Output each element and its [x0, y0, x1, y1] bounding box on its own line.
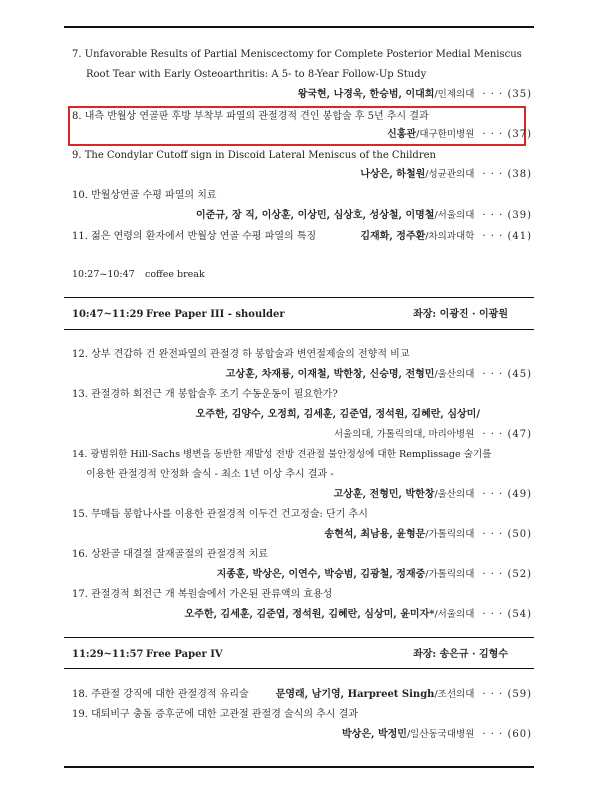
item-7-authors: 왕국현, 나경욱, 한승범, 이대희 — [297, 89, 435, 100]
top-rule — [64, 26, 534, 28]
session-4-time: 11:29~11:57 — [72, 649, 144, 660]
item-14-affiliation: /울산의대 — [434, 489, 475, 500]
item-18-page: · · · (59) — [482, 689, 532, 700]
session-3-time: 10:47~11:29 — [72, 309, 144, 320]
session-4-name: Free Paper IV — [146, 649, 223, 660]
item-10-byline — [196, 209, 532, 223]
item-7-page: · · · (35) — [482, 89, 532, 100]
session-4-rule-top — [64, 637, 534, 638]
item-14-title-line1: 14. 광범위한 Hill-Sachs 병변을 동반한 재발성 전방 견관절 불안정성에 대한 Remplissage 술기를 — [72, 449, 492, 460]
item-19-page: · · · (60) — [482, 729, 532, 740]
item-7-title-line1: 7. Unfavorable Results of Partial Meniscectomy for Complete Posterior Medial Meniscus — [72, 49, 522, 60]
item-17-affiliation: /서울의대 — [434, 609, 475, 620]
item-9-authors: 나상은, 하철원 — [360, 169, 426, 180]
item-15-title: 15. 무매듭 봉합나사를 이용한 관절경적 이두건 건고정술: 단기 추시 — [72, 509, 368, 520]
item-19-affiliation: /일산동국대병원 — [406, 729, 475, 740]
item-18-affiliation: /조선의대 — [434, 689, 475, 700]
session-3-rule-top — [64, 297, 534, 298]
item-17-title: 17. 관절경적 회전근 개 복원술에서 가온된 관류액의 효용성 — [72, 589, 333, 600]
coffee-break-time: 10:27~10:47 — [72, 269, 135, 280]
item-11-affiliation: /차의과대학 — [425, 231, 475, 242]
session-3-rule-bottom — [64, 329, 534, 330]
item-16-authors: 지종훈, 박상은, 이연수, 박승범, 김광철, 정재중 — [216, 569, 426, 580]
item-13-affiliation: 서울의대, 가톨릭의대, 마리아병원 — [333, 429, 475, 440]
item-9-byline — [360, 168, 532, 182]
item-11-page: · · · (41) — [482, 231, 532, 242]
item-12-affiliation: /울산의대 — [434, 369, 475, 380]
item-12-authors: 고상훈, 차재룡, 이재철, 박한창, 신승명, 전형민 — [225, 369, 435, 380]
item-10-page: · · · (39) — [482, 210, 532, 221]
bottom-rule — [64, 766, 534, 768]
item-14-title-line2: 이용한 관절경적 안정화 술식 - 최소 1년 이상 추시 결과 - — [86, 469, 334, 480]
item-9-page: · · · (38) — [482, 169, 532, 180]
item-14-byline — [334, 488, 532, 502]
item-16-title: 16. 상완골 대결절 잘재골절의 관절경적 치료 — [72, 549, 269, 560]
item-16-page: · · · (52) — [482, 569, 532, 580]
item-18-title: 18. 주관절 강직에 대한 관절경적 유리술 — [72, 689, 249, 700]
item-10-affiliation: /서울의대 — [434, 210, 475, 221]
item-17-page: · · · (54) — [482, 609, 532, 620]
item-16-affiliation: /가톨릭의대 — [425, 569, 475, 580]
item-13-byline2 — [334, 428, 532, 442]
item-8-byline — [387, 128, 532, 142]
item-12-byline — [226, 368, 532, 382]
item-12-page: · · · (45) — [482, 369, 532, 380]
item-13-authors: 오주한, 김양수, 오정희, 김세훈, 김준엽, 정석원, 김혜란, 심상미/ — [195, 409, 480, 420]
coffee-break-label: coffee break — [145, 269, 205, 280]
item-10-title: 10. 반월상연골 수평 파열의 치료 — [72, 190, 217, 201]
item-9-title: 9. The Condylar Cutoff sign in Discoid Lateral Meniscus of the Children — [72, 150, 436, 161]
item-17-authors: 오주한, 김세훈, 김준엽, 정석원, 김혜란, 심상미, 윤미자* — [184, 609, 435, 620]
item-8-page: · · · (37) — [482, 129, 532, 140]
item-13-page: · · · (47) — [482, 429, 532, 440]
session-4-chair: 좌장: 송은규 · 김형수 — [413, 649, 508, 660]
session-4-rule-bottom — [64, 668, 534, 669]
item-8-title: 8. 내측 반월상 연골판 후방 부착부 파열의 관절경적 견인 봉합술 후 5년 추시 결과 — [72, 111, 429, 122]
item-18-authors: 문영래, 남기영, Harpreet Singh — [275, 689, 435, 700]
item-7-affiliation: /인제의대 — [434, 89, 475, 100]
item-19-authors: 박상은, 박정민 — [342, 729, 407, 740]
item-14-page: · · · (49) — [482, 489, 532, 500]
item-15-affiliation: /가톨릭의대 — [425, 529, 475, 540]
item-7-title-line2: Root Tear with Early Osteoarthritis: A 5- to 8-Year Follow-Up Study — [86, 69, 427, 80]
item-15-byline — [324, 528, 532, 542]
item-19-byline — [342, 728, 532, 742]
item-8-authors: 신홍관 — [387, 129, 417, 140]
item-11-authors: 김재화, 정주환 — [360, 231, 426, 242]
item-15-page: · · · (50) — [482, 529, 532, 540]
item-18-byline — [276, 688, 532, 702]
item-16-byline — [217, 568, 532, 582]
item-9-affiliation: /성균관의대 — [425, 169, 475, 180]
item-12-title: 12. 상부 견갑하 건 완전파열의 관절경 하 봉합술과 변연절제술의 전향적 비교 — [72, 349, 410, 360]
item-11-byline — [360, 230, 532, 244]
item-17-byline — [185, 608, 532, 622]
item-8-affiliation: /대구한미병원 — [416, 129, 475, 140]
session-3-chair: 좌장: 이광진 · 이광원 — [413, 309, 508, 320]
session-3-name: Free Paper III - shoulder — [146, 309, 285, 320]
item-13-title: 13. 관절경하 회전근 개 봉합술후 조기 수동운동이 필요한가? — [72, 389, 338, 400]
item-10-authors: 이준규, 장 직, 이상훈, 이상민, 심상호, 성상철, 이명철 — [196, 210, 435, 221]
item-15-authors: 송현석, 최남용, 윤형문 — [324, 529, 426, 540]
item-7-byline — [298, 88, 532, 102]
item-14-authors: 고상훈, 전형민, 박한창 — [333, 489, 435, 500]
item-11-title: 11. 젊은 연령의 환자에서 반월상 연골 수평 파열의 특징 — [72, 231, 317, 242]
item-19-title: 19. 대퇴비구 충돌 증후군에 대한 고관절 관절경 술식의 추시 결과 — [72, 709, 359, 720]
